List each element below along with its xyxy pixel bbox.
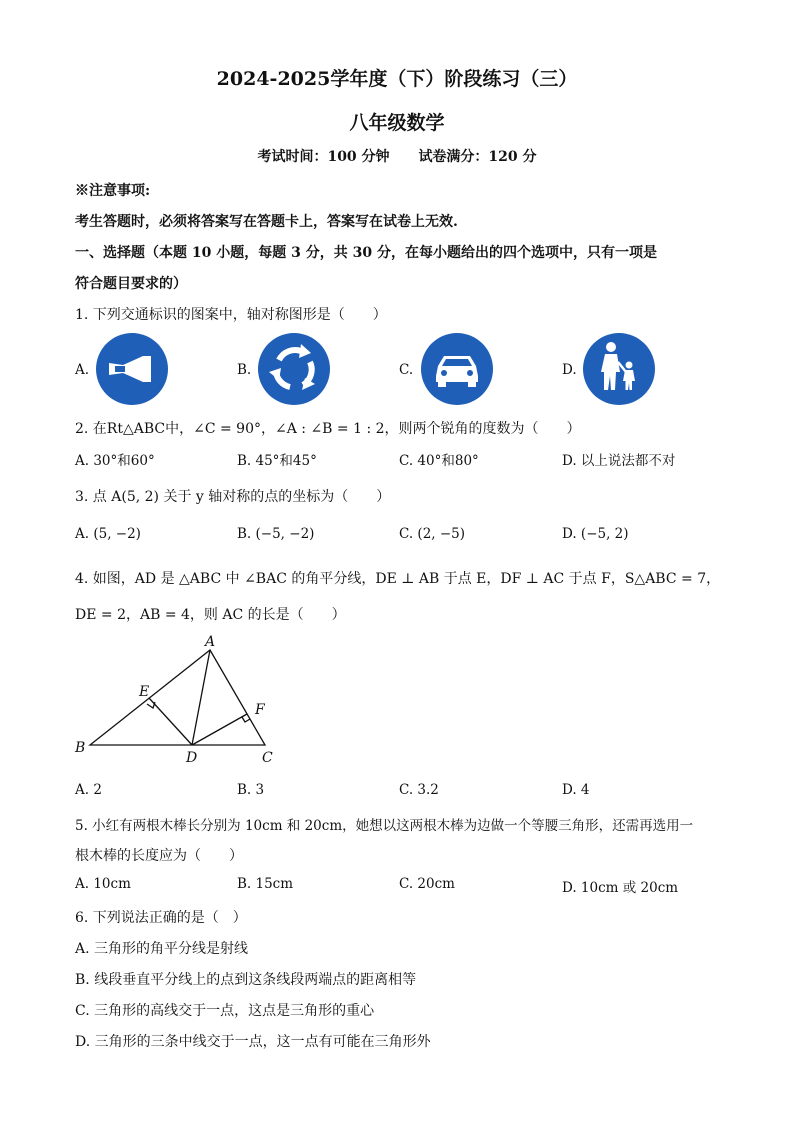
bisector-ad bbox=[192, 650, 210, 745]
label-c: C bbox=[262, 750, 273, 766]
q5-option-d: D. 10cm 或 20cm bbox=[562, 880, 679, 896]
perp-df bbox=[192, 714, 247, 745]
q6-option-d: D. 三角形的三条中线交于一点，这一点有可能在三角形外 bbox=[75, 1034, 431, 1050]
triangle-abc bbox=[90, 650, 265, 745]
section1-line1: 一、选择题（本题 10 小题，每题 3 分，共 30 分，在每小题给出的四个选项中，只有一项是 bbox=[75, 245, 657, 261]
roundabout-icon bbox=[257, 332, 331, 406]
q3-option-a: A. (5, −2) bbox=[75, 526, 141, 542]
exam-score: 试卷满分：120 分 bbox=[418, 149, 537, 165]
section1-line2: 符合题目要求的） bbox=[75, 276, 187, 292]
q2-stem: 2. 在Rt△ABC中，∠C = 90°，∠A : ∠B = 1 : 2，则两个锐角的度数为（ ） bbox=[75, 421, 581, 437]
q6-stem: 6. 下列说法正确的是（ ） bbox=[75, 910, 247, 926]
q4-option-a: A. 2 bbox=[75, 782, 102, 798]
q5-option-b: B. 15cm bbox=[237, 876, 294, 892]
q5-option-a: A. 10cm bbox=[75, 876, 131, 892]
q2-option-a: A. 30°和60° bbox=[75, 453, 155, 469]
q5-stem-line1: 5. 小红有两根木棒长分别为 10cm 和 20cm，她想以这两根木棒为边做一个等腰三角形，还需再选用一 bbox=[75, 818, 694, 834]
q2-option-c: C. 40°和80° bbox=[399, 453, 479, 469]
q5-stem-line2: 根木棒的长度应为（ ） bbox=[75, 848, 243, 864]
car-icon bbox=[420, 332, 494, 406]
q3-stem: 3. 点 A(5, 2) 关于 y 轴对称的点的坐标为（ ） bbox=[75, 489, 391, 505]
label-e: E bbox=[139, 684, 150, 700]
q3-option-b: B. (−5, −2) bbox=[237, 526, 315, 542]
exam-subject: 八年级数学 bbox=[349, 112, 445, 134]
q2-option-d: D. 以上说法都不对 bbox=[562, 453, 676, 469]
q2-option-b: B. 45°和45° bbox=[237, 453, 317, 469]
q5-option-c: C. 20cm bbox=[399, 876, 455, 892]
notice-text: 考生答题时，必须将答案写在答题卡上，答案写在试卷上无效. bbox=[75, 214, 458, 230]
pedestrian-icon bbox=[582, 332, 656, 406]
q4-option-d: D. 4 bbox=[562, 782, 590, 798]
exam-info bbox=[0, 146, 794, 166]
exam-time: 考试时间：100 分钟 bbox=[257, 149, 390, 165]
q4-stem-line1: 4. 如图，AD 是 △ABC 中 ∠BAC 的角平分线，DE ⊥ AB 于点 E，DF ⊥ AC 于点 F，S△ABC = 7， bbox=[75, 571, 721, 587]
triangle-figure bbox=[70, 632, 290, 770]
q1-option-a: A. bbox=[75, 362, 90, 378]
exam-title: 2024-2025学年度（下）阶段练习（三） bbox=[216, 68, 578, 90]
q1-stem: 1. 下列交通标识的图案中，轴对称图形是（ ） bbox=[75, 307, 387, 323]
label-b: B bbox=[75, 740, 86, 756]
notice-heading: ※注意事项: bbox=[75, 183, 151, 199]
q4-stem-line2: DE = 2，AB = 4，则 AC 的长是（ ） bbox=[75, 607, 346, 623]
q3-option-d: D. (−5, 2) bbox=[562, 526, 629, 542]
q1-option-c: C. bbox=[399, 362, 414, 378]
horn-icon bbox=[95, 332, 169, 406]
label-a: A bbox=[205, 634, 216, 650]
label-f: F bbox=[255, 702, 265, 718]
q3-option-c: C. (2, −5) bbox=[399, 526, 466, 542]
q1-option-b: B. bbox=[237, 362, 252, 378]
q1-option-d: D. bbox=[562, 362, 577, 378]
q6-option-b: B. 线段垂直平分线上的点到这条线段两端点的距离相等 bbox=[75, 972, 417, 988]
q4-option-b: B. 3 bbox=[237, 782, 265, 798]
label-d: D bbox=[186, 750, 198, 766]
q4-option-c: C. 3.2 bbox=[399, 782, 439, 798]
perp-de bbox=[149, 698, 192, 745]
q6-option-c: C. 三角形的高线交于一点，这点是三角形的重心 bbox=[75, 1003, 375, 1019]
q6-option-a: A. 三角形的角平分线是射线 bbox=[75, 941, 249, 957]
